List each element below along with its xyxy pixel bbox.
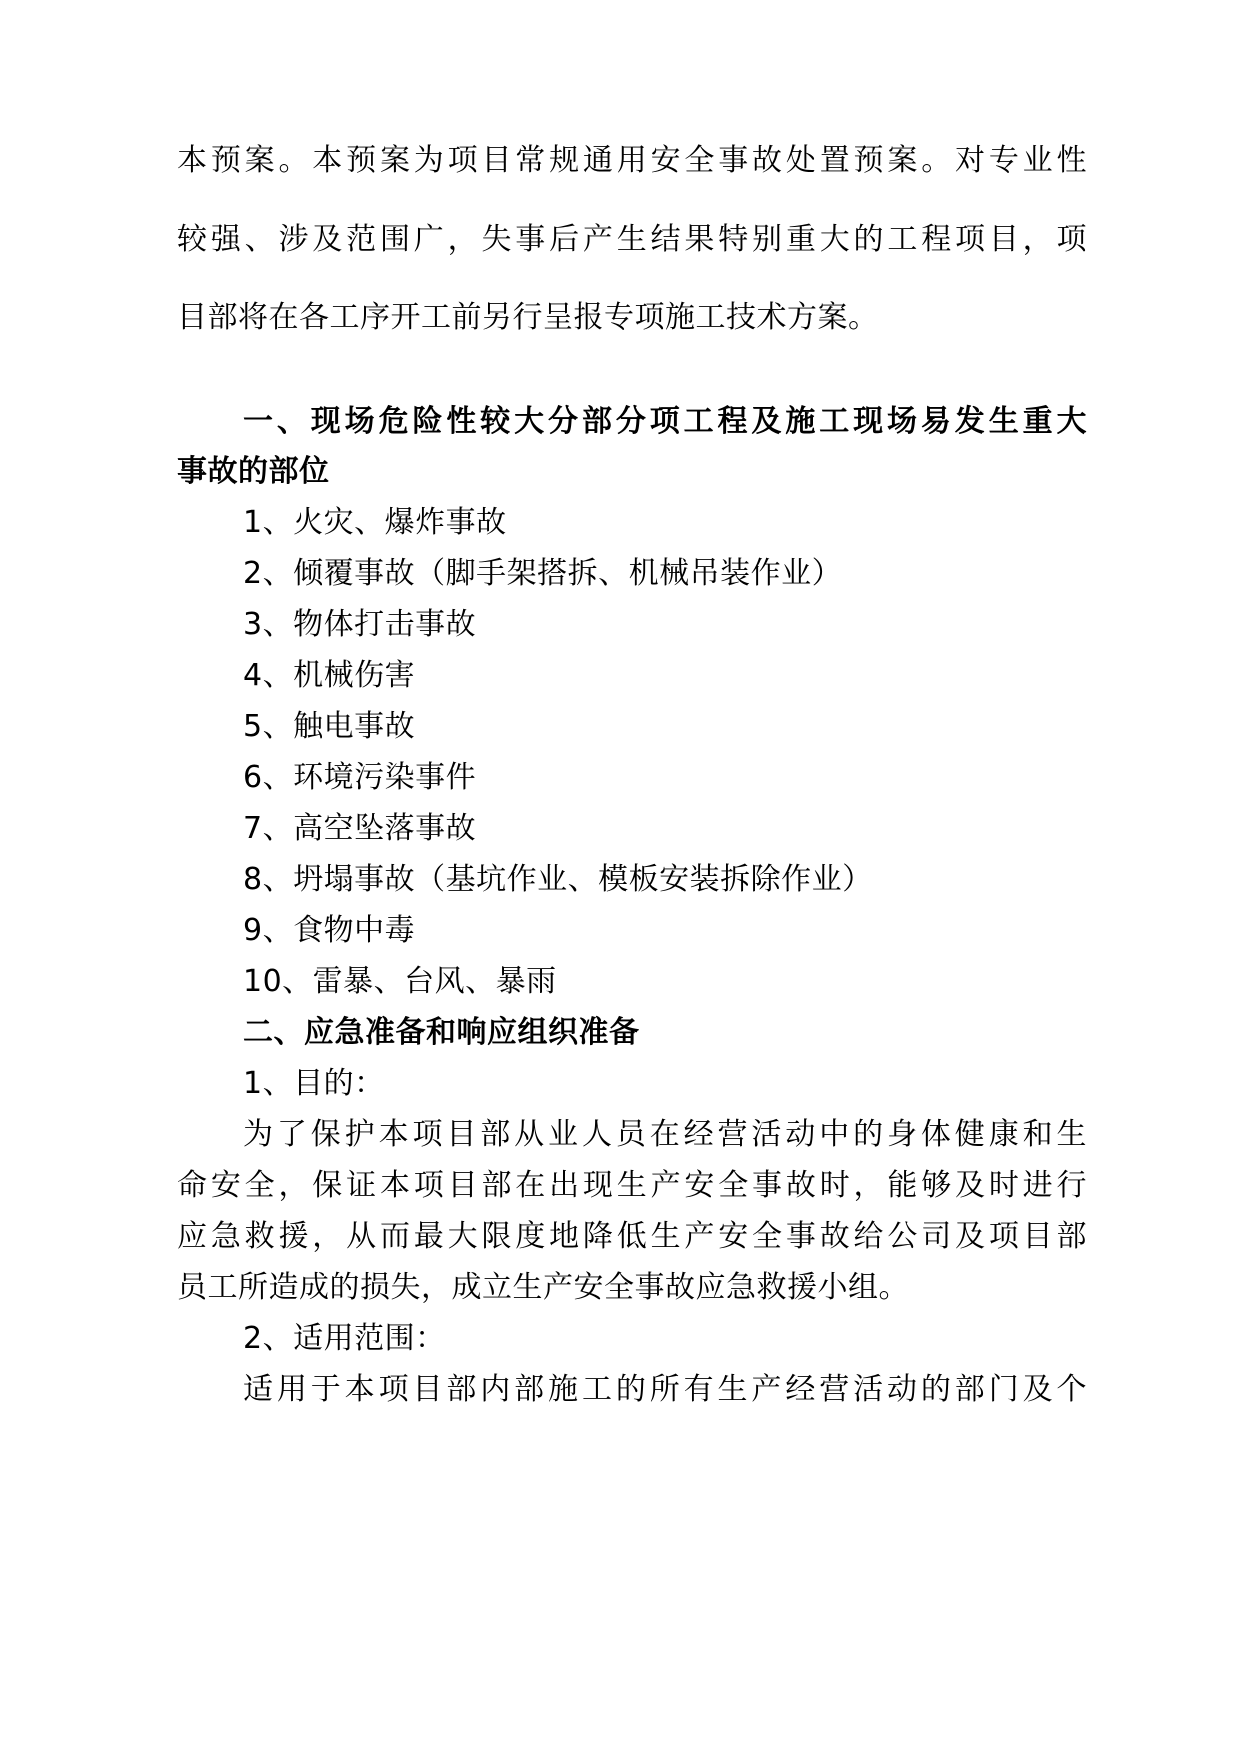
list-item: 1、火灾、爆炸事故 bbox=[243, 505, 507, 540]
list-item: 8、坍塌事故（基坑作业、模板安装拆除作业） bbox=[243, 862, 873, 897]
purpose-label: 1、目的： bbox=[243, 1066, 385, 1101]
purpose-line-4: 员工所造成的损失，成立生产安全事故应急救援小组。 bbox=[177, 1270, 909, 1305]
list-item: 6、环境污染事件 bbox=[243, 760, 477, 795]
list-item: 4、机械伤害 bbox=[243, 658, 416, 693]
section2-heading: 二、应急准备和响应组织准备 bbox=[243, 1015, 640, 1050]
list-item: 9、食物中毒 bbox=[243, 913, 416, 948]
section1-heading-line-2: 事故的部位 bbox=[177, 454, 330, 489]
list-item: 5、触电事故 bbox=[243, 709, 416, 744]
section1-heading-line-1: 一、现场危险性较大分部分项工程及施工现场易发生重大 bbox=[243, 404, 1087, 439]
list-item: 10、雷暴、台风、暴雨 bbox=[243, 964, 557, 999]
purpose-line-3: 应急救援，从而最大限度地降低生产安全事故给公司及项目部 bbox=[177, 1219, 1087, 1254]
scope-label: 2、适用范围： bbox=[243, 1321, 446, 1356]
purpose-line-1: 为了保护本项目部从业人员在经营活动中的身体健康和生 bbox=[243, 1117, 1087, 1152]
purpose-line-2: 命安全，保证本项目部在出现生产安全事故时，能够及时进行 bbox=[177, 1168, 1087, 1203]
list-item: 7、高空坠落事故 bbox=[243, 811, 477, 846]
scope-line: 适用于本项目部内部施工的所有生产经营活动的部门及个 bbox=[243, 1372, 1087, 1407]
intro-line-3: 目部将在各工序开工前另行呈报专项施工技术方案。 bbox=[177, 300, 879, 335]
list-item: 2、倾覆事故（脚手架搭拆、机械吊装作业） bbox=[243, 556, 843, 591]
list-item: 3、物体打击事故 bbox=[243, 607, 477, 642]
intro-line-1: 本预案。本预案为项目常规通用安全事故处置预案。对专业性 bbox=[177, 143, 1087, 178]
intro-line-2: 较强、涉及范围广，失事后产生结果特别重大的工程项目，项 bbox=[177, 222, 1087, 257]
